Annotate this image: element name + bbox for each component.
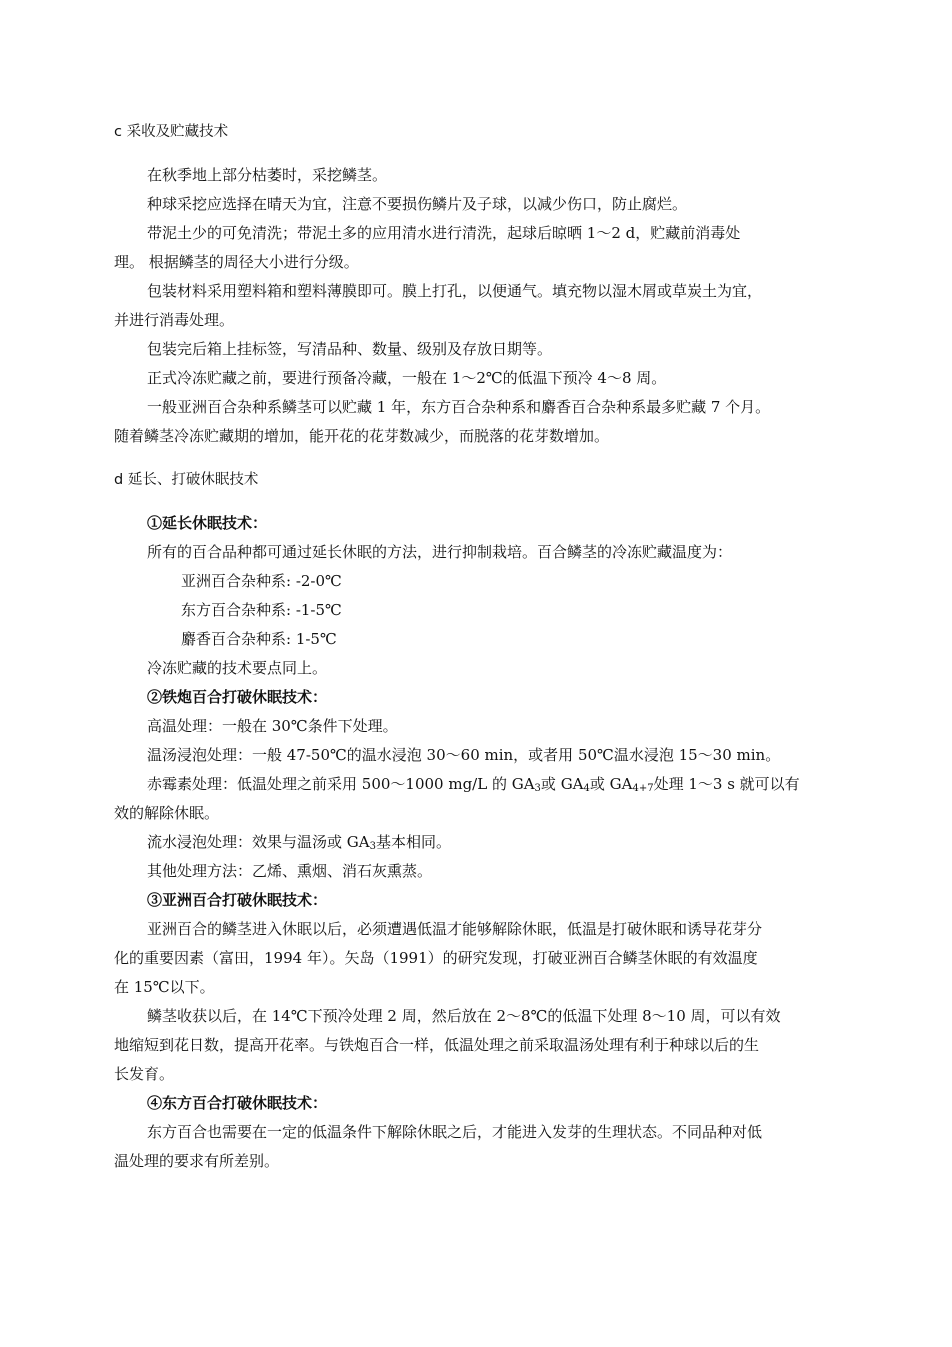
paragraph: 包装材料采用塑料箱和塑料薄膜即可。膜上打孔，以便通气。填充物以湿木屑或草炭土为宜， bbox=[147, 282, 763, 300]
paragraph: 高温处理：一般在 30℃条件下处理。 bbox=[147, 717, 398, 735]
temperature-item: 亚洲百合杂种系: -2-0℃ bbox=[181, 572, 342, 590]
subsection-heading-1: ①延长休眠技术： bbox=[147, 514, 268, 532]
paragraph-continuation: 在 15℃以下。 bbox=[114, 978, 215, 996]
document-body bbox=[114, 118, 834, 1176]
paragraph: 冷冻贮藏的技术要点同上。 bbox=[147, 659, 328, 677]
subsection-heading-3: ③亚洲百合打破休眠技术： bbox=[147, 891, 328, 909]
paragraph-continuation: 效的解除休眠。 bbox=[114, 804, 220, 822]
paragraph: 鳞茎收获以后，在 14℃下预冷处理 2 周，然后放在 2～8℃的低温下处理 8～10 周，可以有效 bbox=[147, 1007, 781, 1025]
paragraph-continuation: 化的重要因素（富田，1994 年）。矢岛（1991）的研究发现，打破亚洲百合鳞茎休眠的有效温度 bbox=[114, 949, 758, 967]
paragraph: 在秋季地上部分枯萎时，采挖鳞茎。 bbox=[147, 166, 388, 184]
paragraph-continuation: 并进行消毒处理。 bbox=[114, 311, 235, 329]
subsection-heading-4: ④东方百合打破休眠技术： bbox=[147, 1094, 328, 1112]
paragraph: 正式冷冻贮藏之前，要进行预备冷藏，一般在 1～2℃的低温下预冷 4～8 周。 bbox=[147, 369, 667, 387]
paragraph-water-soak: 流水浸泡处理：效果与温汤或 $GA_3$基本相同。 bbox=[147, 833, 451, 852]
paragraph-continuation: 随着鳞茎冷冻贮藏期的增加，能开花的花芽数减少，而脱落的花芽数增加。 bbox=[114, 427, 610, 445]
paragraph-continuation: 地缩短到花日数，提高开花率。与铁炮百合一样，低温处理之前采取温汤处理有利于种球以后的生 bbox=[114, 1036, 760, 1054]
paragraph: 其他处理方法：乙烯、熏烟、消石灰熏蒸。 bbox=[147, 862, 433, 880]
paragraph-continuation: 理。 根据鳞茎的周径大小进行分级。 bbox=[114, 253, 359, 271]
paragraph-gibberellin: 赤霉素处理：低温处理之前采用 500～1000 mg/L 的 $GA_3$或 $GA_4$或 $GA_{4+7}$处理 1～3 s 就可以有 bbox=[147, 775, 800, 794]
paragraph: 包装完后箱上挂标签，写清品种、数量、级别及存放日期等。 bbox=[147, 340, 553, 358]
paragraph: 温汤浸泡处理：一般 47-50℃的温水浸泡 30～60 min，或者用 50℃温水浸泡 15～30 min。 bbox=[147, 746, 781, 764]
paragraph-continuation: 长发育。 bbox=[114, 1065, 175, 1083]
temperature-item: 麝香百合杂种系: 1-5℃ bbox=[181, 630, 337, 648]
paragraph: 所有的百合品种都可通过延长休眠的方法，进行抑制栽培。百合鳞茎的冷冻贮藏温度为： bbox=[147, 543, 733, 561]
paragraph: 东方百合也需要在一定的低温条件下解除休眠之后，才能进入发芽的生理状态。不同品种对低 bbox=[147, 1123, 763, 1141]
paragraph: 种球采挖应选择在晴天为宜，注意不要损伤鳞片及子球，以减少伤口，防止腐烂。 bbox=[147, 195, 688, 213]
section-heading-c: c 采收及贮藏技术 bbox=[114, 124, 229, 140]
section-heading-d: d 延长、打破休眠技术 bbox=[114, 472, 259, 488]
paragraph: 亚洲百合的鳞茎进入休眠以后，必须遭遇低温才能够解除休眠，低温是打破休眠和诱导花芽分 bbox=[147, 920, 763, 938]
paragraph: 带泥土少的可免清洗；带泥土多的应用清水进行清洗，起球后晾晒 1～2 d，贮藏前消毒处 bbox=[147, 224, 741, 242]
paragraph: 一般亚洲百合杂种系鳞茎可以贮藏 1 年，东方百合杂种系和麝香百合杂种系最多贮藏 7 个月。 bbox=[147, 398, 771, 416]
subsection-heading-2: ②铁炮百合打破休眠技术： bbox=[147, 688, 328, 706]
temperature-item: 东方百合杂种系: -1-5℃ bbox=[181, 601, 342, 619]
paragraph-continuation: 温处理的要求有所差别。 bbox=[114, 1152, 280, 1170]
